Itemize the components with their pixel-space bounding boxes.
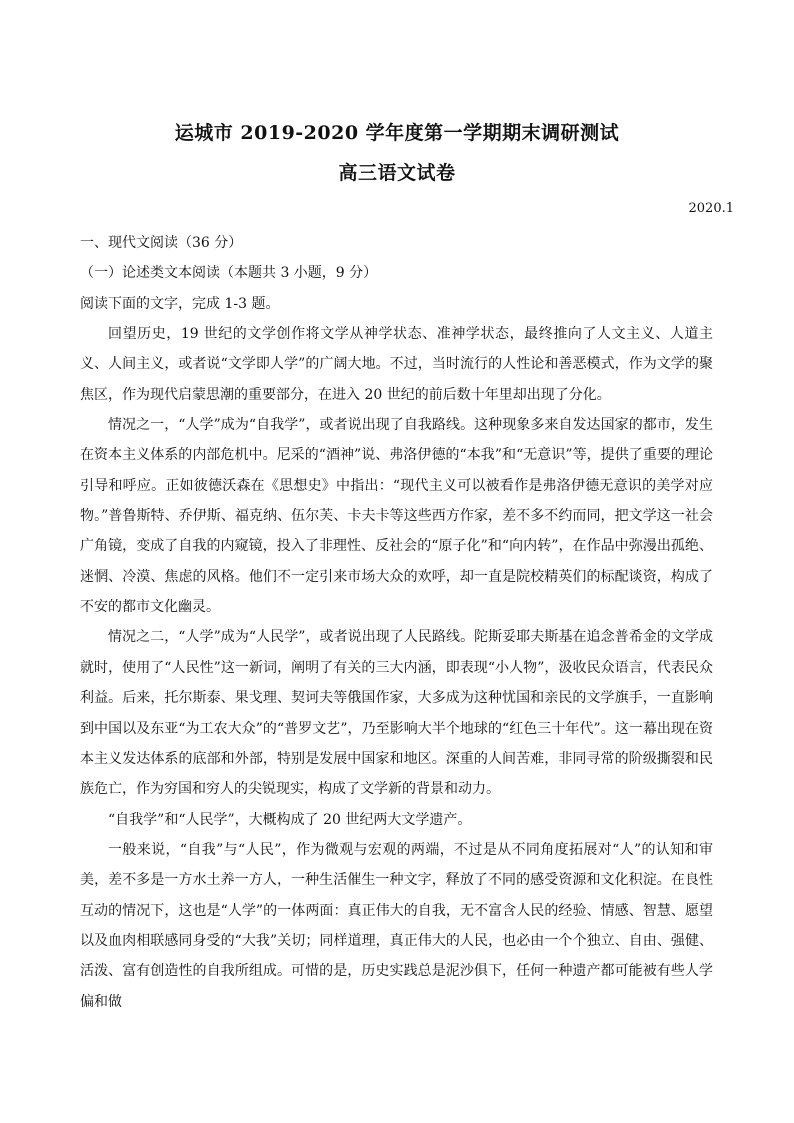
exam-body — [80, 228, 713, 1017]
paragraph-3: 情况之二，“人学”成为“人民学”，或者说出现了人民路线。陀斯妥耶夫斯基在追念普希金的文学成就时，使用了“人民性”这一新词，阐明了有关的三大内涵，即表现“小人物”，汲收民众语言，代表民众利益。后来，托尔斯泰、果戈理、契诃夫等俄国作家，大多成为这种忧国和亲民的文学旗手，一直影响到中国以及东亚“为工农大众”的“普罗文艺”，乃至影响大半个地球的“红色三十年代”。这一幕出现在资本主义发达体系的底部和外部，特别是发展中国家和地区。深重的人间苦难，非同寻常的阶级撕裂和民族危亡，作为穷国和穷人的尖锐现实，构成了文学新的背景和动力。 — [80, 629, 713, 798]
exam-subtitle: 高三语文试卷 — [338, 162, 456, 184]
paragraph-4: “自我学”和“人民学”，大概构成了 20 世纪两大文学遗产。 — [108, 811, 472, 828]
section-heading: 一、现代文阅读（36 分） — [80, 235, 243, 251]
reading-instruction: 阅读下面的文字，完成 1-3 题。 — [80, 295, 280, 312]
paragraph-1: 回望历史，19 世纪的文学创作将文学从神学状态、准神学状态，最终推向了人文主义、人道主义、人间主义，或者说“文学即人学”的广阔大地。不过，当时流行的人性论和善恶模式，作为文学的聚焦区，作为现代启蒙思潮的重要部分，在进入 20 世纪的前后数十年里却出现了分化。 — [80, 326, 713, 403]
paragraph-2: 情况之一，“人学”成为“自我学”，或者说出现了自我路线。这种现象多来自发达国家的都市，发生在资本主义体系的内部危机中。尼采的“酒神”说、弗洛伊德的“本我”和“无意识”等，提供了重要的理论引导和呼应。正如彼德沃森在《思想史》中指出：“现代主义可以被看作是弗洛伊德无意识的美学对应物。”普鲁斯特、乔伊斯、福克纳、伍尔芙、卡夫卡等这些西方作家，差不多不约而同，把文学这一社会广角镜，变成了自我的内窥镜，投入了非理性、反社会的“原子化”和“向内转”，在作品中弥漫出孤绝、迷惘、冷漠、焦虑的风格。他们不一定引来市场大众的欢呼，却一直是院校精英们的标配谈资，构成了不安的都市文化幽灵。 — [80, 417, 713, 616]
paragraph-5: 一般来说，“自我”与“人民”，作为微观与宏观的两端，不过是从不同角度拓展对“人”的认知和审美，差不多是一方水土养一方人，一种生活催生一种文字，释放了不同的感受资源和文化积淀。在良性互动的情况下，这也是“人学”的一体两面：真正伟大的自我，无不富含人民的经验、情感、智慧、愿望以及血肉相联感同身受的“大我”关切；同样道理，真正伟大的人民，也必由一个个独立、自由、强健、活泼、富有创造性的自我所组成。可惜的是，历史实践总是泥沙俱下，任何一种遗产都可能被有些人学偏和做 — [80, 841, 713, 1010]
exam-title: 运城市 2019-2020 学年度第一学期期末调研测试 — [174, 122, 620, 144]
section-subheading: （一）论述类文本阅读（本题共 3 小题，9 分） — [80, 265, 378, 282]
exam-date: 2020.1 — [688, 201, 734, 216]
